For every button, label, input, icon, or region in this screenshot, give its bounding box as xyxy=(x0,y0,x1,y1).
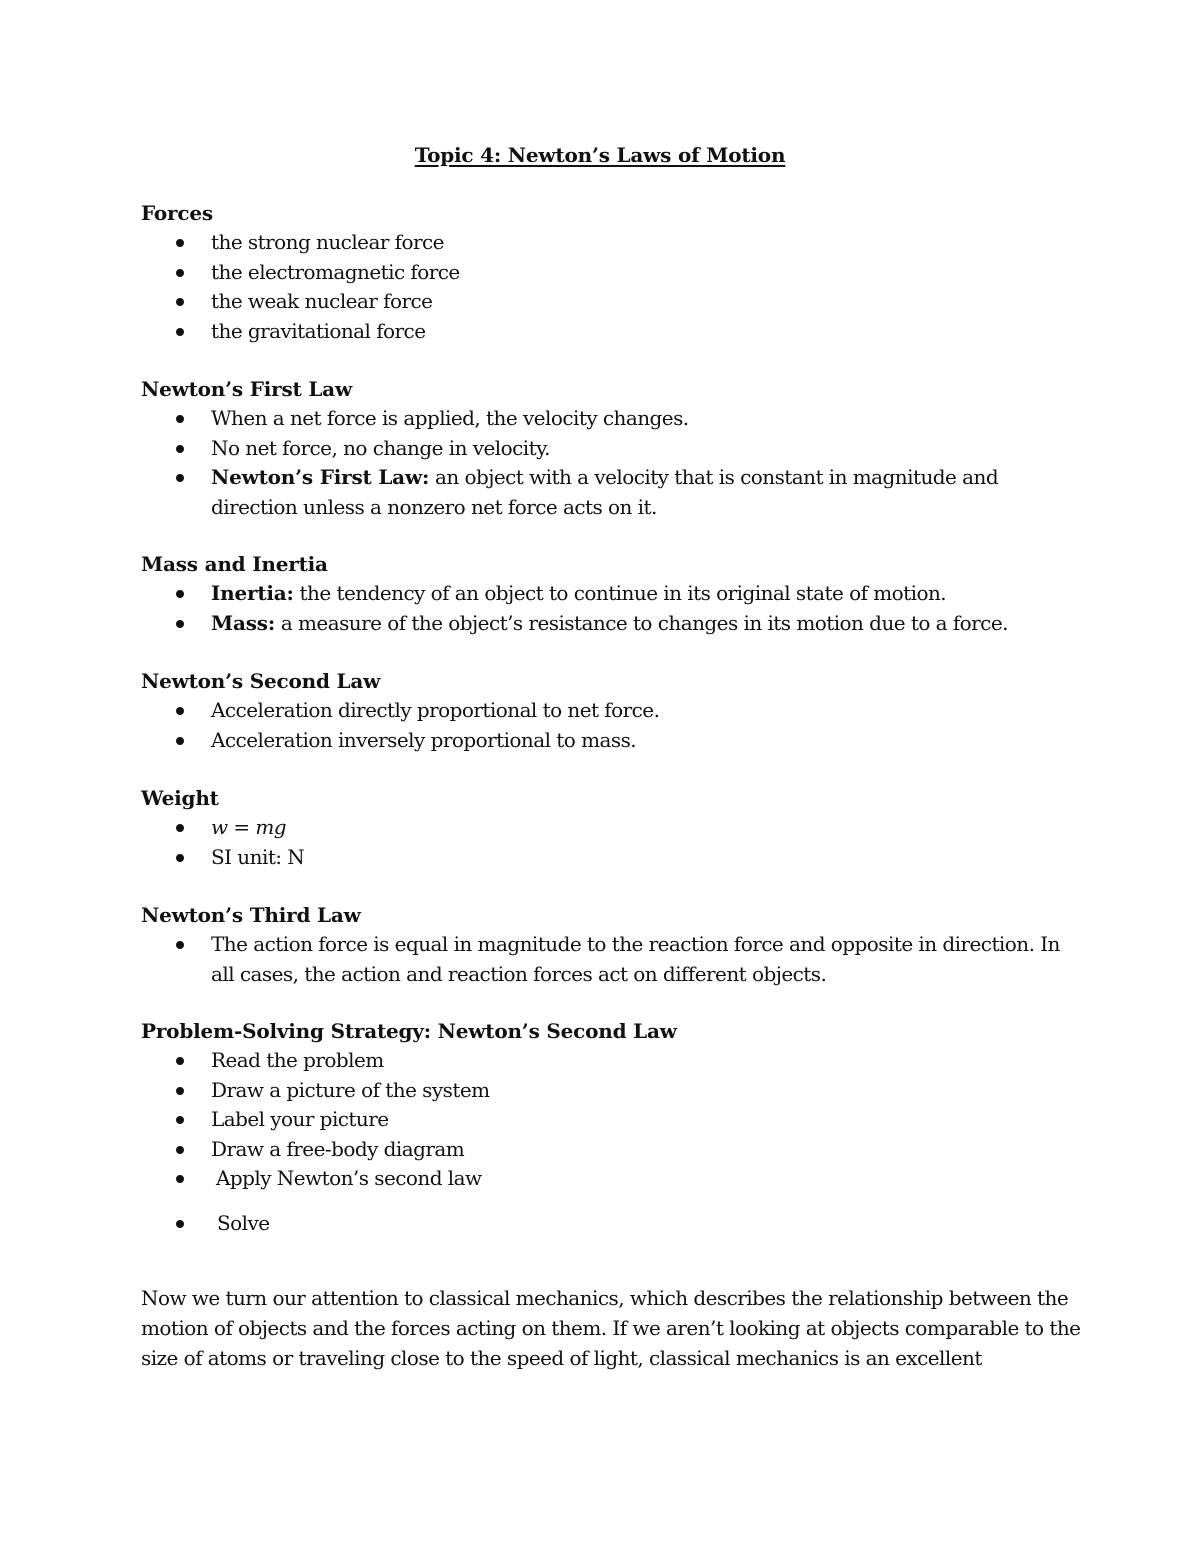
section-mass-inertia xyxy=(141,550,1061,638)
list-item: Apply Newton’s second law xyxy=(141,1164,1061,1194)
definition-term: Newton’s First Law: xyxy=(211,465,430,489)
paragraph-line: size of atoms or traveling close to the speed of light, classical mechanics is an excellent xyxy=(141,1346,982,1370)
list-item: When a net force is applied, the velocity changes. xyxy=(141,404,1061,434)
page-title: Topic 4: Newton’s Laws of Motion xyxy=(414,143,786,167)
bullet-icon xyxy=(176,707,184,715)
section-strategy xyxy=(141,1017,1061,1238)
third-law-list xyxy=(141,930,1061,989)
list-item: Read the problem xyxy=(141,1046,1061,1076)
section-weight xyxy=(141,784,1061,872)
list-item: Acceleration directly proportional to net force. xyxy=(141,696,1061,726)
section-first-law xyxy=(141,375,1061,522)
list-item: the weak nuclear force xyxy=(141,287,1061,317)
bullet-icon xyxy=(176,328,184,336)
section-heading-third-law: Newton’s Third Law xyxy=(141,903,361,927)
section-heading-forces: Forces xyxy=(141,201,213,225)
list-item: Label your picture xyxy=(141,1105,1061,1135)
closing-paragraph xyxy=(141,1283,1081,1373)
section-heading-second-law: Newton’s Second Law xyxy=(141,669,381,693)
strategy-list xyxy=(141,1046,1061,1238)
second-law-list xyxy=(141,696,1061,755)
bullet-icon xyxy=(176,269,184,277)
definition-term: Mass: xyxy=(211,610,276,635)
section-heading-strategy: Problem-Solving Strategy: Newton’s Second Law xyxy=(141,1019,677,1043)
list-item: Acceleration inversely proportional to mass. xyxy=(141,726,1061,756)
paragraph-line: Now we turn our attention to classical mechanics, which describes the relationship between the xyxy=(141,1286,1069,1310)
section-third-law xyxy=(141,901,1061,989)
section-forces xyxy=(141,199,1061,346)
bullet-icon xyxy=(176,239,184,247)
weight-formula: w = mg xyxy=(211,815,287,839)
bullet-icon xyxy=(176,1057,184,1065)
bullet-icon xyxy=(176,445,184,453)
list-item: the electromagnetic force xyxy=(141,258,1061,288)
list-item xyxy=(141,813,1061,843)
list-item: The action force is equal in magnitude to the reaction force and opposite in direction. In all cases, the action and reaction forces act on different objects. xyxy=(141,930,1061,989)
bullet-icon xyxy=(176,474,184,482)
section-heading-weight: Weight xyxy=(141,786,219,810)
bullet-icon xyxy=(176,737,184,745)
bullet-icon xyxy=(176,590,184,598)
mass-inertia-list xyxy=(141,579,1061,638)
first-law-list xyxy=(141,404,1061,522)
bullet-icon xyxy=(176,941,184,949)
list-item-definition: Newton’s First Law: an object with a velocity that is constant in magnitude and direction unless a nonzero net force acts on it. xyxy=(141,463,1061,522)
bullet-icon xyxy=(176,1146,184,1154)
list-item: the strong nuclear force xyxy=(141,228,1061,258)
list-item: No net force, no change in velocity. xyxy=(141,434,1061,464)
bullet-icon xyxy=(176,415,184,423)
bullet-icon xyxy=(176,1116,184,1124)
section-second-law xyxy=(141,667,1061,755)
bullet-icon xyxy=(176,1175,184,1183)
paragraph-line: motion of objects and the forces acting on them. If we aren’t looking at objects comparable to the xyxy=(141,1316,1081,1340)
list-item: Draw a free-body diagram xyxy=(141,1135,1061,1165)
bullet-icon xyxy=(176,1087,184,1095)
list-item: Mass: a measure of the object’s resistance to changes in its motion due to a force. xyxy=(141,609,1061,639)
bullet-icon xyxy=(176,1220,184,1228)
section-heading-first-law: Newton’s First Law xyxy=(141,377,352,401)
list-item: Solve xyxy=(141,1209,1061,1239)
list-item: Draw a picture of the system xyxy=(141,1076,1061,1106)
section-heading-mass-inertia: Mass and Inertia xyxy=(141,552,328,576)
bullet-icon xyxy=(176,854,184,862)
bullet-icon xyxy=(176,824,184,832)
bullet-icon xyxy=(176,298,184,306)
forces-list xyxy=(141,228,1061,346)
list-item: the gravitational force xyxy=(141,317,1061,347)
list-item: Inertia: the tendency of an object to continue in its original state of motion. xyxy=(141,579,1061,609)
definition-term: Inertia: xyxy=(211,581,294,605)
list-item: SI unit: N xyxy=(141,843,1061,873)
weight-list xyxy=(141,813,1061,872)
bullet-icon xyxy=(176,620,184,628)
